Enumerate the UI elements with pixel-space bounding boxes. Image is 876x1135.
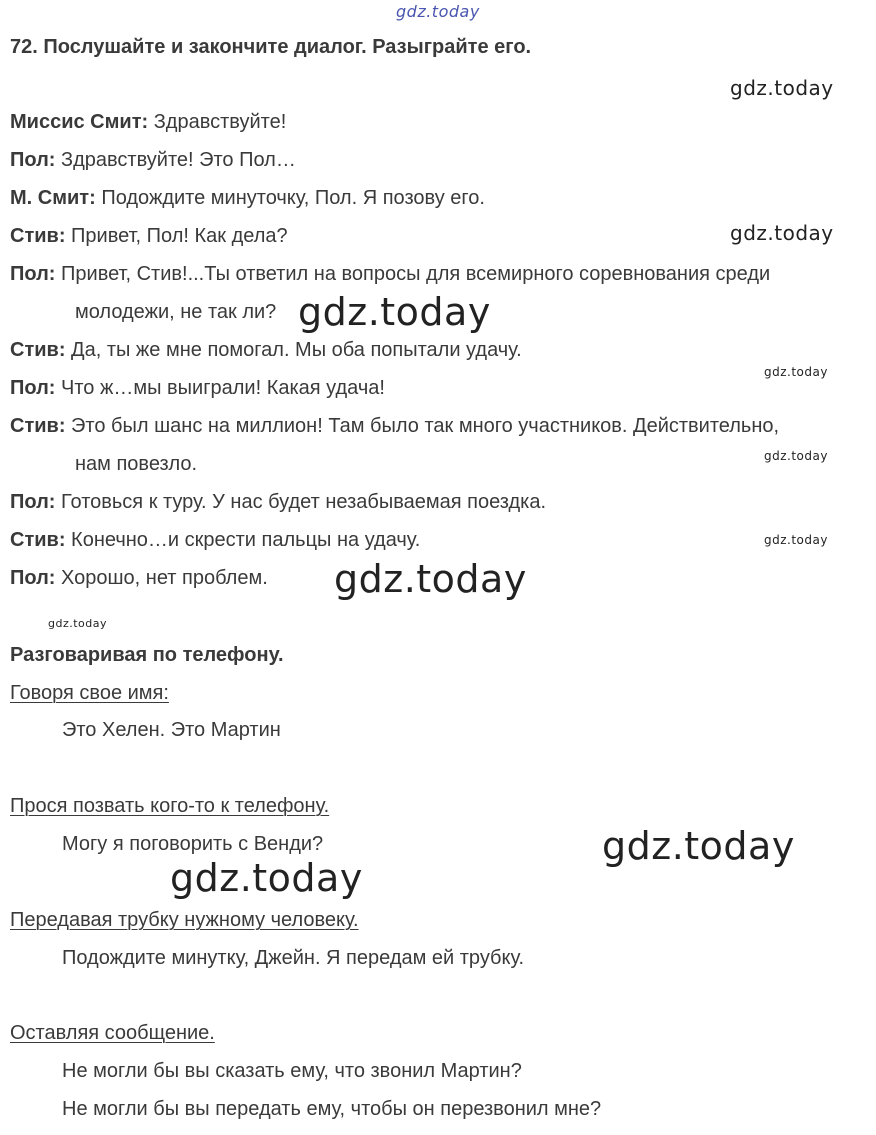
- dialogue-line: [10, 566, 268, 590]
- phrase-example: Подождите минутку, Джейн. Я передам ей трубку.: [62, 947, 525, 969]
- dialogue-text: Привет, Стив!...Ты ответил на вопросы для всемирного соревнования среди: [55, 263, 771, 285]
- watermark: gdz.today: [602, 824, 795, 868]
- speaker-name: Миссис Смит:: [10, 111, 149, 133]
- dialogue-continuation: молодежи, не так ли?: [75, 301, 277, 323]
- watermark: gdz.today: [764, 533, 828, 547]
- phrase-example: Не могли бы вы передать ему, чтобы он перезвонил мне?: [62, 1098, 602, 1120]
- speaker-name: Стив:: [10, 415, 66, 437]
- dialogue-text: Хорошо, нет проблем.: [55, 567, 268, 589]
- dialogue-line: [10, 262, 770, 286]
- phrase-example: Могу я поговорить с Венди?: [62, 833, 324, 855]
- dialogue-text: Привет, Пол! Как дела?: [65, 225, 288, 247]
- dialogue-line: [10, 528, 420, 552]
- watermark: gdz.today: [298, 290, 491, 334]
- dialogue-text: Готовься к туру. У нас будет незабываемая поездка.: [55, 491, 547, 513]
- phrase-heading: Говоря свое имя:: [10, 682, 169, 704]
- watermark: gdz.today: [764, 365, 828, 379]
- speaker-name: Пол:: [10, 377, 56, 399]
- phrase-heading: Прося позвать кого-то к телефону.: [10, 795, 330, 817]
- speaker-name: Стив:: [10, 225, 66, 247]
- speaker-name: Пол:: [10, 263, 56, 285]
- phrase-heading: Оставляя сообщение.: [10, 1022, 215, 1044]
- speaker-name: М. Смит:: [10, 187, 96, 209]
- watermark: gdz.today: [48, 617, 108, 630]
- phrase-example: Это Хелен. Это Мартин: [62, 719, 281, 741]
- watermark: gdz.today: [764, 449, 828, 463]
- dialogue-line: [10, 224, 288, 248]
- speaker-name: Пол:: [10, 567, 56, 589]
- phrase-example: Не могли бы вы сказать ему, что звонил Мартин?: [62, 1060, 522, 1082]
- dialogue-line: [10, 338, 522, 362]
- watermark: gdz.today: [334, 557, 527, 601]
- phrase-heading: Передавая трубку нужному человеку.: [10, 909, 359, 931]
- phone-section-title: Разговаривая по телефону.: [10, 644, 284, 666]
- dialogue-text: Это был шанс на миллион! Там было так много участников. Действительно,: [65, 415, 780, 437]
- exercise-title: 72. Послушайте и закончите диалог. Разыграйте его.: [10, 36, 532, 58]
- dialogue-line: [10, 376, 385, 400]
- speaker-name: Пол:: [10, 149, 56, 171]
- dialogue-text: Что ж…мы выиграли! Какая удача!: [55, 377, 385, 399]
- speaker-name: Стив:: [10, 339, 66, 361]
- dialogue-line: [10, 186, 485, 210]
- watermark: gdz.today: [170, 856, 363, 900]
- dialogue-line: [10, 110, 286, 134]
- watermark: gdz.today: [730, 221, 834, 245]
- dialogue-text: Подождите минуточку, Пол. Я позову его.: [95, 187, 485, 209]
- speaker-name: Стив:: [10, 529, 66, 551]
- watermark: gdz.today: [730, 76, 834, 100]
- dialogue-text: Здравствуйте!: [148, 111, 287, 133]
- dialogue-line: [10, 490, 546, 514]
- dialogue-text: Здравствуйте! Это Пол…: [55, 149, 296, 171]
- dialogue-line: [10, 414, 779, 438]
- dialogue-text: Конечно…и скрести пальцы на удачу.: [65, 529, 421, 551]
- dialogue-line: [10, 148, 296, 172]
- speaker-name: Пол:: [10, 491, 56, 513]
- dialogue-text: Да, ты же мне помогал. Мы оба попытали удачу.: [65, 339, 522, 361]
- dialogue-continuation: нам повезло.: [75, 453, 198, 475]
- watermark-top: gdz.today: [396, 2, 480, 21]
